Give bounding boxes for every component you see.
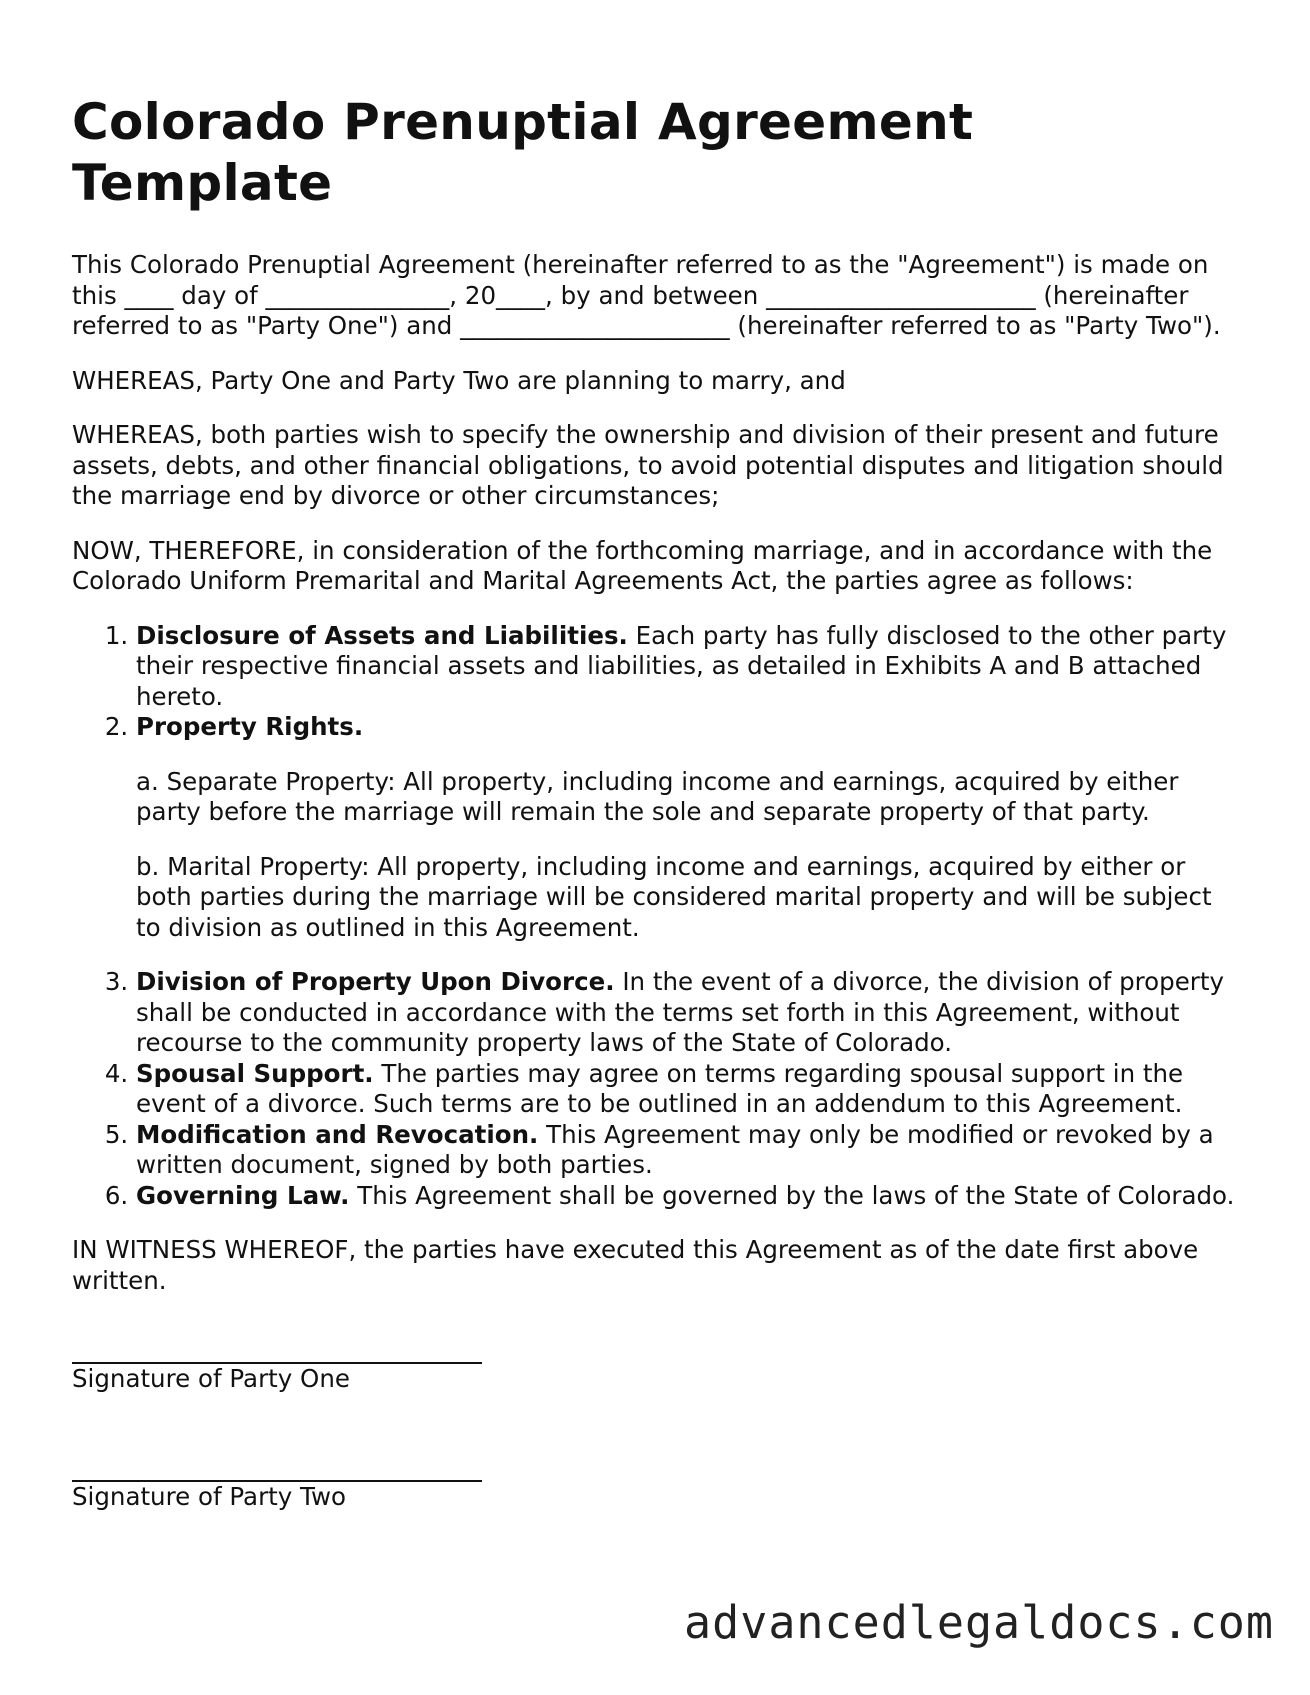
whereas-paragraph-2: WHEREAS, both parties wish to specify the ownership and division of their present and future assets, debts, and other financial obligations, to avoid potential disputes and litigation should the marriage end by divorce or other circumstances; bbox=[72, 420, 1224, 510]
witness-paragraph: IN WITNESS WHEREOF, the parties have executed this Agreement as of the date first above written. bbox=[72, 1235, 1199, 1295]
clause-heading: Modification and Revocation. bbox=[136, 1119, 539, 1149]
intro-paragraph: This Colorado Prenuptial Agreement (hereinafter referred to as the "Agreement") is made on this ____ day of _______________, 20____, by and between ______________________ (hereinafter referred to as "Party One") and ______________________ (hereinafter referred to as "Party Two"). bbox=[72, 250, 1221, 340]
whereas-paragraph-1: WHEREAS, Party One and Party Two are planning to marry, and bbox=[72, 365, 846, 395]
clause-heading: Governing Law. bbox=[136, 1180, 350, 1210]
signature-line-party-two[interactable] bbox=[72, 1450, 482, 1482]
clause-item bbox=[136, 712, 1242, 943]
signature-block bbox=[72, 1332, 1242, 1512]
clause-subsection-a: a. Separate Property: All property, including income and earnings, acquired by either party before the marriage will remain the sole and separate property of that party. bbox=[136, 766, 1179, 826]
clause-item bbox=[136, 1181, 1242, 1212]
document-page bbox=[72, 92, 1242, 1567]
signature-label-party-two: Signature of Party Two bbox=[72, 1481, 346, 1511]
clause-item bbox=[136, 967, 1242, 1059]
clause-item bbox=[136, 1120, 1242, 1181]
clause-item bbox=[136, 1059, 1242, 1120]
signature-line-party-one[interactable] bbox=[72, 1332, 482, 1364]
clause-heading: Spousal Support. bbox=[136, 1058, 374, 1088]
clause-text: This Agreement shall be governed by the laws of the State of Colorado. bbox=[349, 1180, 1235, 1210]
clause-item bbox=[136, 621, 1242, 713]
clause-list bbox=[72, 621, 1242, 1212]
clause-text: In the event of a divorce, the division of property shall be conducted in accordance with the terms set forth in this Agreement, without recourse to the community property laws of the State of Colorado. bbox=[136, 967, 1224, 1057]
now-therefore-paragraph: NOW, THEREFORE, in consideration of the forthcoming marriage, and in accordance with the Colorado Uniform Premarital and Marital Agreements Act, the parties agree as follows: bbox=[72, 535, 1213, 595]
document-title: Colorado Prenuptial Agreement Template bbox=[72, 93, 974, 212]
clause-heading: Division of Property Upon Divorce. bbox=[136, 967, 615, 996]
site-watermark: advancedlegaldocs.com bbox=[684, 1596, 1274, 1649]
clause-heading: Disclosure of Assets and Liabilities. bbox=[136, 620, 628, 650]
clause-subsection-b: b. Marital Property: All property, including income and earnings, acquired by either or both parties during the marriage will be considered marital property and will be subject to division as outlined in this Agreement. bbox=[136, 851, 1212, 942]
clause-text: Each party has fully disclosed to the other party their respective financial assets and liabilities, as detailed in Exhibits A and B attached hereto. bbox=[136, 620, 1227, 711]
clause-text: This Agreement may only be modified or revoked by a written document, signed by both parties. bbox=[136, 1119, 1214, 1179]
signature-label-party-one: Signature of Party One bbox=[72, 1364, 350, 1393]
clause-text: The parties may agree on terms regarding spousal support in the event of a divorce. Such terms are to be outlined in an addendum to this Agreement. bbox=[136, 1058, 1184, 1118]
clause-heading: Property Rights. bbox=[136, 712, 364, 741]
